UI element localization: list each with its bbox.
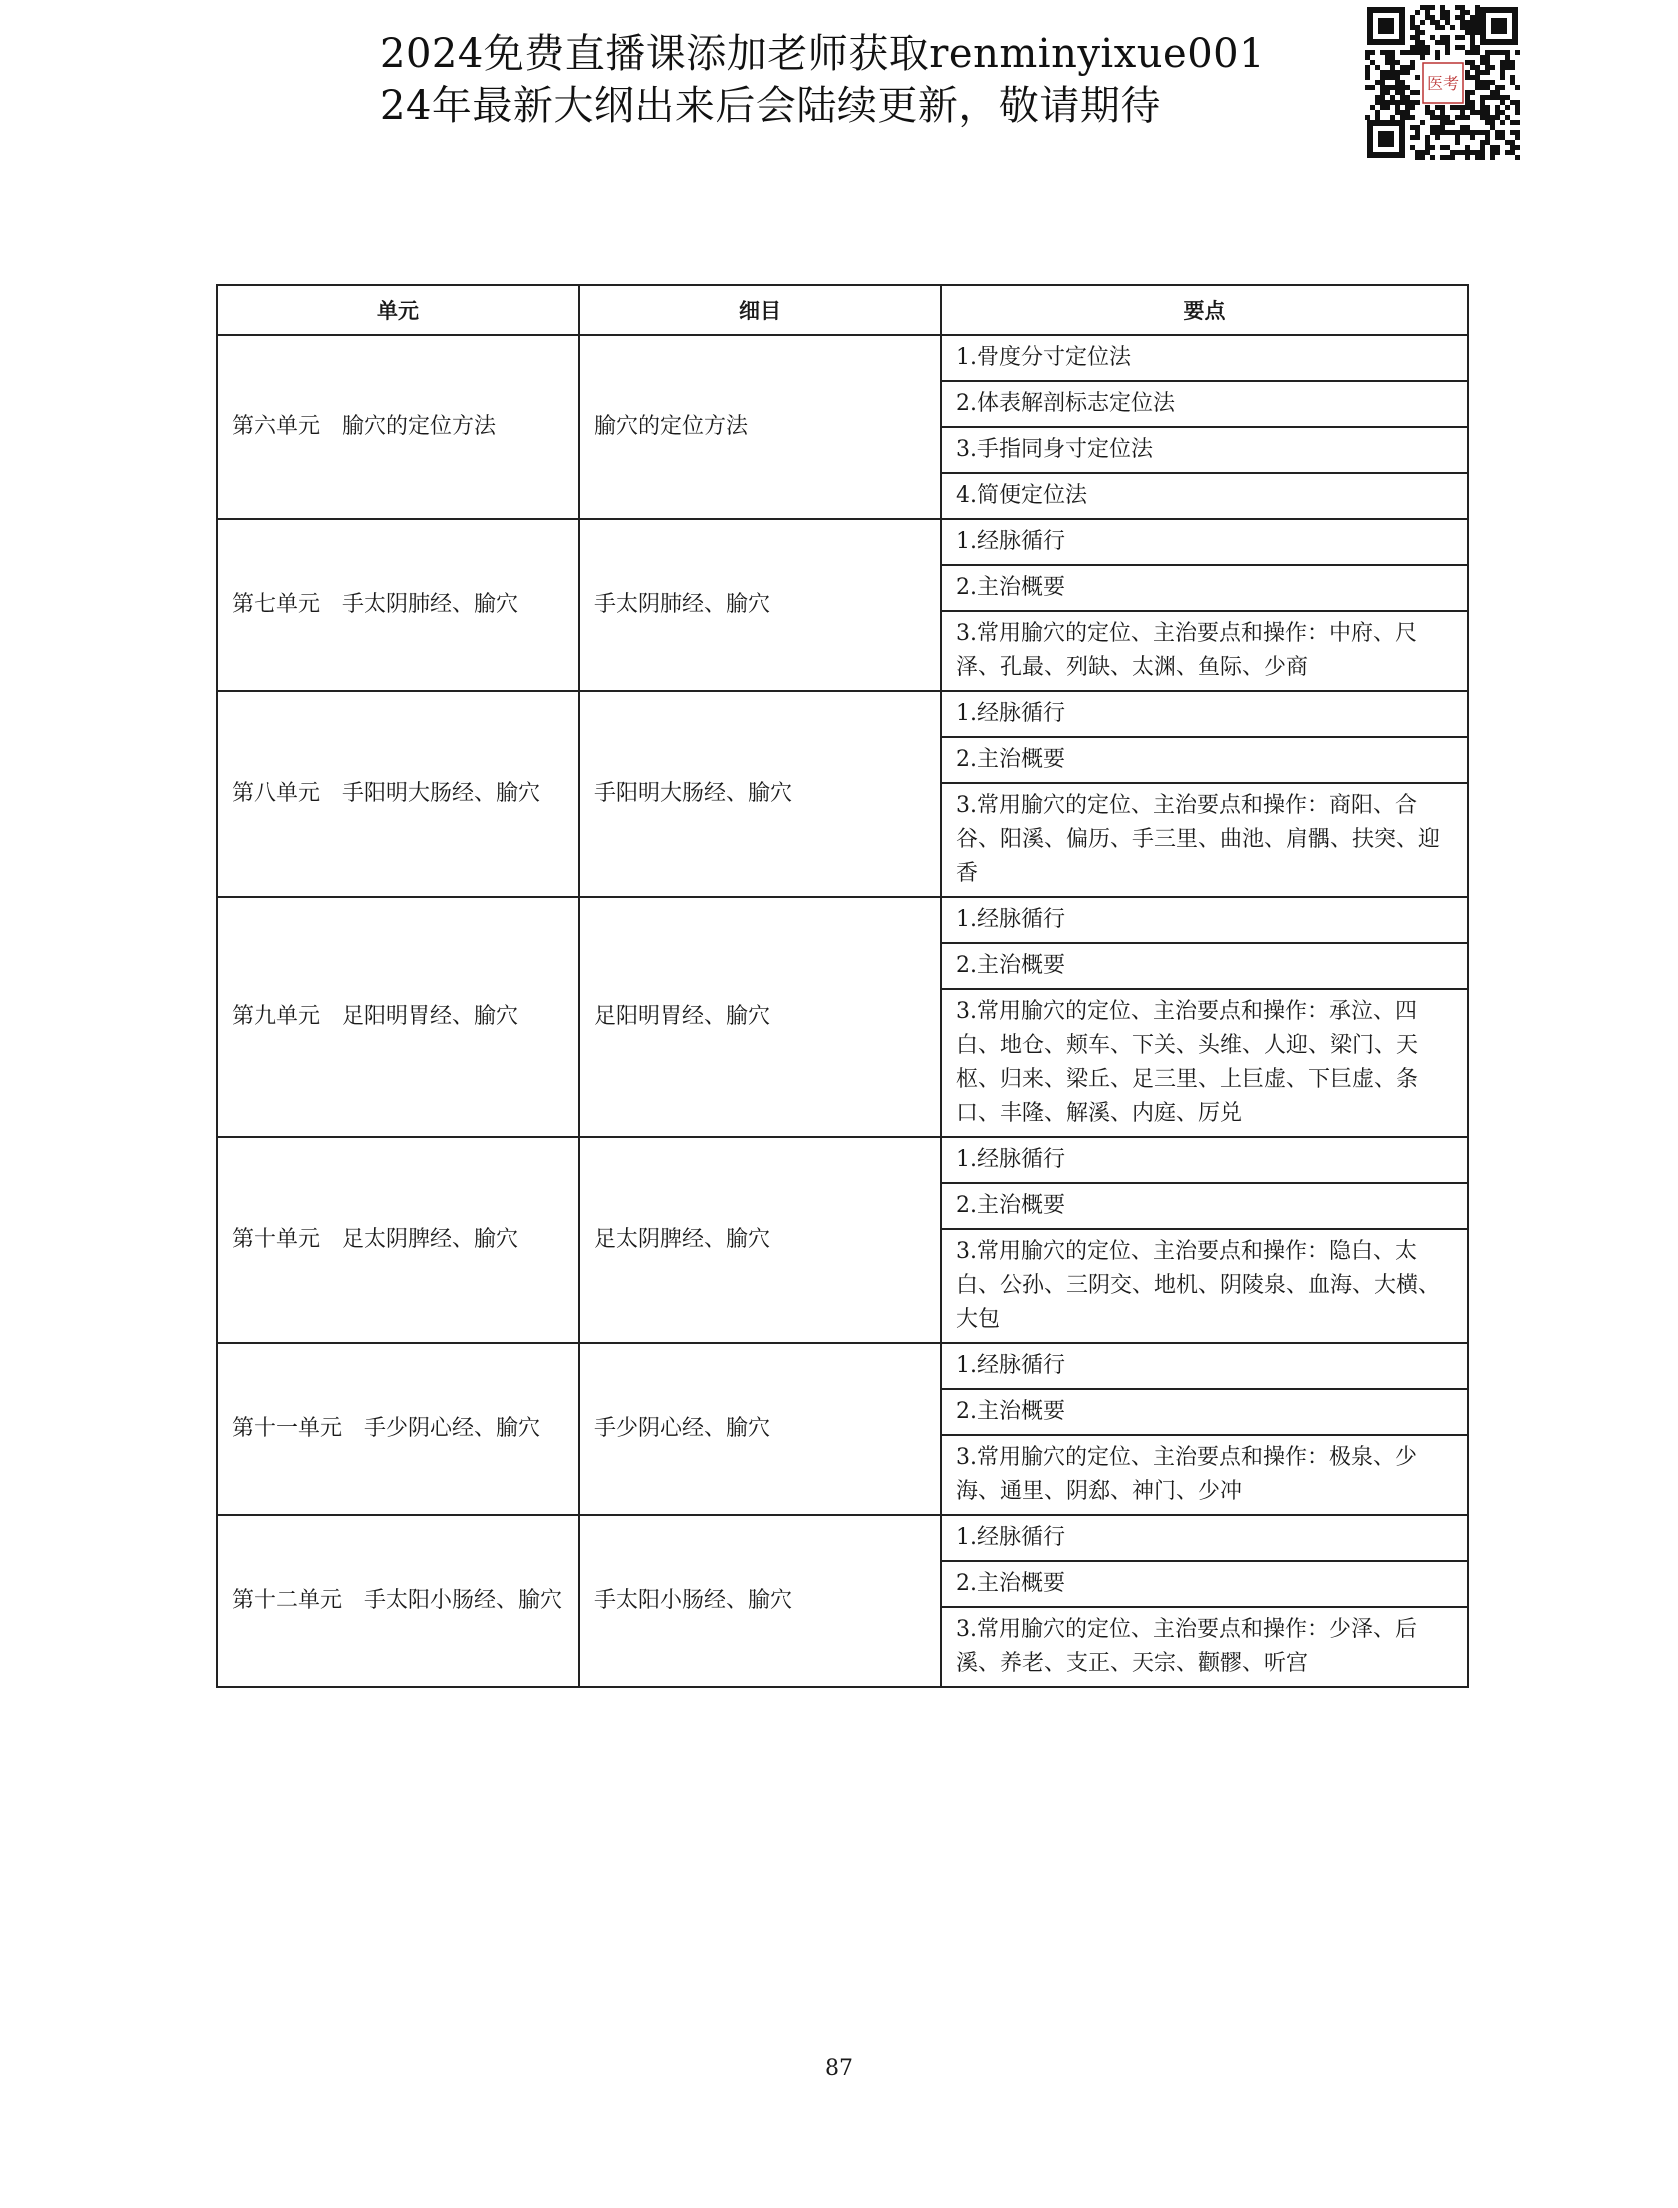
column-header-unit: 单元 bbox=[217, 285, 579, 335]
qr-logo: 医考 bbox=[1426, 74, 1460, 93]
syllabus-table bbox=[216, 284, 1469, 1688]
table-row bbox=[217, 1343, 1468, 1389]
detail-cell: 腧穴的定位方法 bbox=[579, 335, 941, 519]
table-row bbox=[217, 519, 1468, 565]
unit-cell: 第八单元 手阳明大肠经、腧穴 bbox=[217, 691, 579, 897]
table-row bbox=[217, 1137, 1468, 1183]
point-cell: 1.经脉循行 bbox=[941, 897, 1468, 943]
banner-line-2: 24年最新大纲出来后会陆续更新，敬请期待 bbox=[380, 83, 1161, 129]
point-cell: 3.常用腧穴的定位、主治要点和操作：极泉、少海、通里、阴郄、神门、少冲 bbox=[941, 1435, 1468, 1515]
header-banner bbox=[380, 28, 1265, 132]
unit-cell: 第九单元 足阳明胃经、腧穴 bbox=[217, 897, 579, 1137]
point-cell: 1.经脉循行 bbox=[941, 1343, 1468, 1389]
point-cell: 1.经脉循行 bbox=[941, 519, 1468, 565]
point-cell: 1.经脉循行 bbox=[941, 1137, 1468, 1183]
point-cell: 3.常用腧穴的定位、主治要点和操作：隐白、太白、公孙、三阴交、地机、阴陵泉、血海、大横、大包 bbox=[941, 1229, 1468, 1343]
table-row bbox=[217, 691, 1468, 737]
point-cell: 2.主治概要 bbox=[941, 1183, 1468, 1229]
table-row bbox=[217, 335, 1468, 381]
detail-cell: 手太阳小肠经、腧穴 bbox=[579, 1515, 941, 1687]
point-cell: 3.手指同身寸定位法 bbox=[941, 427, 1468, 473]
point-cell: 2.主治概要 bbox=[941, 1389, 1468, 1435]
detail-cell: 足太阴脾经、腧穴 bbox=[579, 1137, 941, 1343]
point-cell: 3.常用腧穴的定位、主治要点和操作：承泣、四白、地仓、颊车、下关、头维、人迎、梁门、天枢、归来、梁丘、足三里、上巨虚、下巨虚、条口、丰隆、解溪、内庭、厉兑 bbox=[941, 989, 1468, 1137]
point-cell: 2.主治概要 bbox=[941, 737, 1468, 783]
column-header-detail: 细目 bbox=[579, 285, 941, 335]
column-header-points: 要点 bbox=[941, 285, 1468, 335]
point-cell: 2.主治概要 bbox=[941, 565, 1468, 611]
point-cell: 1.经脉循行 bbox=[941, 691, 1468, 737]
table-row bbox=[217, 1515, 1468, 1561]
point-cell: 2.主治概要 bbox=[941, 943, 1468, 989]
unit-cell: 第十单元 足太阴脾经、腧穴 bbox=[217, 1137, 579, 1343]
table-row bbox=[217, 897, 1468, 943]
banner-line-1: 2024免费直播课添加老师获取renminyixue001 bbox=[380, 31, 1266, 77]
detail-cell: 手太阴肺经、腧穴 bbox=[579, 519, 941, 691]
point-cell: 3.常用腧穴的定位、主治要点和操作：中府、尺泽、孔最、列缺、太渊、鱼际、少商 bbox=[941, 611, 1468, 691]
detail-cell: 足阳明胃经、腧穴 bbox=[579, 897, 941, 1137]
point-cell: 1.骨度分寸定位法 bbox=[941, 335, 1468, 381]
point-cell: 1.经脉循行 bbox=[941, 1515, 1468, 1561]
point-cell: 4.简便定位法 bbox=[941, 473, 1468, 519]
unit-cell: 第七单元 手太阴肺经、腧穴 bbox=[217, 519, 579, 691]
unit-cell: 第六单元 腧穴的定位方法 bbox=[217, 335, 579, 519]
table-header-row bbox=[217, 285, 1468, 335]
point-cell: 3.常用腧穴的定位、主治要点和操作：商阳、合谷、阳溪、偏历、手三里、曲池、肩髃、扶突、迎香 bbox=[941, 783, 1468, 897]
unit-cell: 第十一单元 手少阴心经、腧穴 bbox=[217, 1343, 579, 1515]
qr-code-icon bbox=[1365, 5, 1520, 160]
unit-cell: 第十二单元 手太阳小肠经、腧穴 bbox=[217, 1515, 579, 1687]
detail-cell: 手阳明大肠经、腧穴 bbox=[579, 691, 941, 897]
page-number: 87 bbox=[825, 2056, 853, 2081]
point-cell: 2.体表解剖标志定位法 bbox=[941, 381, 1468, 427]
point-cell: 2.主治概要 bbox=[941, 1561, 1468, 1607]
detail-cell: 手少阴心经、腧穴 bbox=[579, 1343, 941, 1515]
point-cell: 3.常用腧穴的定位、主治要点和操作：少泽、后溪、养老、支正、天宗、颧髎、听宫 bbox=[941, 1607, 1468, 1687]
